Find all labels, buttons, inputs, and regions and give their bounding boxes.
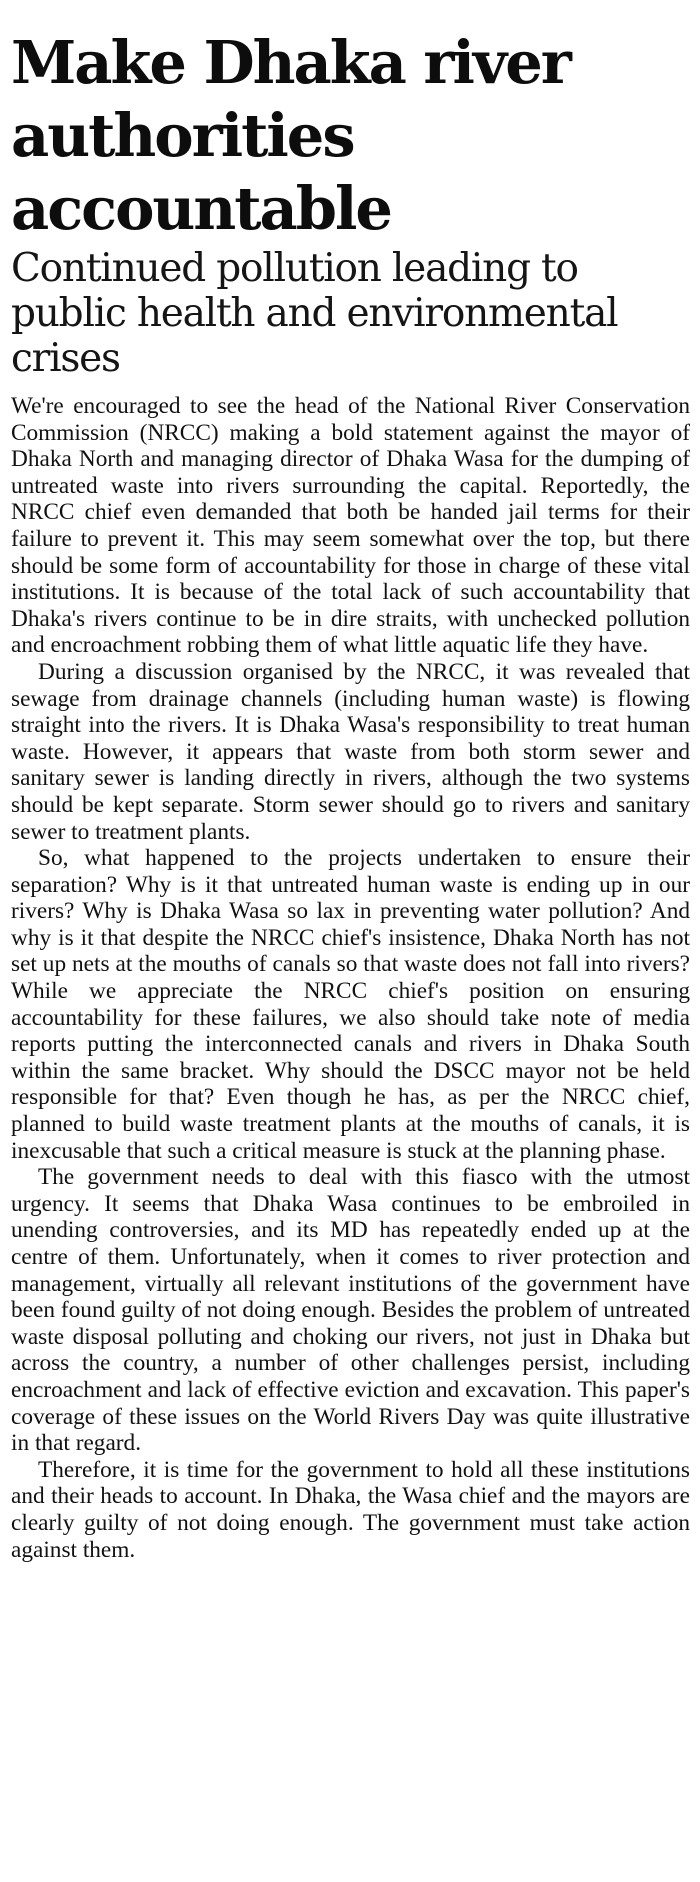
body-paragraph: So, what happened to the projects undertaken to ensure their separation? Why is it that untreated human waste is ending up in our rivers? Why is Dhaka Wasa so lax in preventing water pollution? And why is it that despite the NRCC chief's insistence, Dhaka North has not set up nets at the mouths of canals so that waste does not fall into rivers? While we appreciate the NRCC chief's position on ensuring accountability for these failures, we also should take note of media reports putting the interconnected canals and rivers in Dhaka South within the same bracket. Why should the DSCC mayor not be held responsible for that? Even though he has, as per the NRCC chief, planned to build waste treatment plants at the mouths of canals, it is inexcusable that such a critical measure is stuck at the planning phase. [11, 845, 690, 1164]
body-paragraph: During a discussion organised by the NRCC, it was revealed that sewage from drainage channels (including human waste) is flowing straight into the rivers. It is Dhaka Wasa's responsibility to treat human waste. However, it appears that waste from both storm sewer and sanitary sewer is landing directly in rivers, although the two systems should be kept separate. Storm sewer should go to rivers and sanitary sewer to treatment plants. [11, 658, 690, 845]
body-paragraph: We're encouraged to see the head of the National River Conservation Commission (NRCC) making a bold statement against the mayor of Dhaka North and managing director of Dhaka Wasa for the dumping of untreated waste into rivers surrounding the capital. Reportedly, the NRCC chief even demanded that both be handed jail terms for their failure to prevent it. This may seem somewhat over the top, but there should be some form of accountability for those in charge of these vital institutions. It is because of the total lack of such accountability that Dhaka's rivers continue to be in dire straits, with unchecked pollution and encroachment robbing them of what little aquatic life they have. [11, 393, 690, 659]
body-paragraph: The government needs to deal with this fiasco with the utmost urgency. It seems that Dhaka Wasa continues to be embroiled in unending controversies, and its MD has repeatedly ended up at the centre of them. Unfortunately, when it comes to river protection and management, virtually all relevant institutions of the government have been found guilty of not doing enough. Besides the problem of untreated waste disposal polluting and choking our rivers, not just in Dhaka but across the country, a number of other challenges persist, including encroachment and lack of effective eviction and excavation. This paper's coverage of these issues on the World Rivers Day was quite illustrative in that regard. [11, 1164, 690, 1457]
body-paragraph: Therefore, it is time for the government to hold all these institutions and their heads to account. In Dhaka, the Wasa chief and the mayors are clearly guilty of not doing enough. The government must take action against them. [11, 1456, 690, 1563]
article-body [11, 393, 690, 1563]
article-headline: Make Dhaka river authorities accountable [11, 28, 570, 243]
article-subheadline: Continued pollution leading to public health and environmental crises [11, 246, 618, 381]
